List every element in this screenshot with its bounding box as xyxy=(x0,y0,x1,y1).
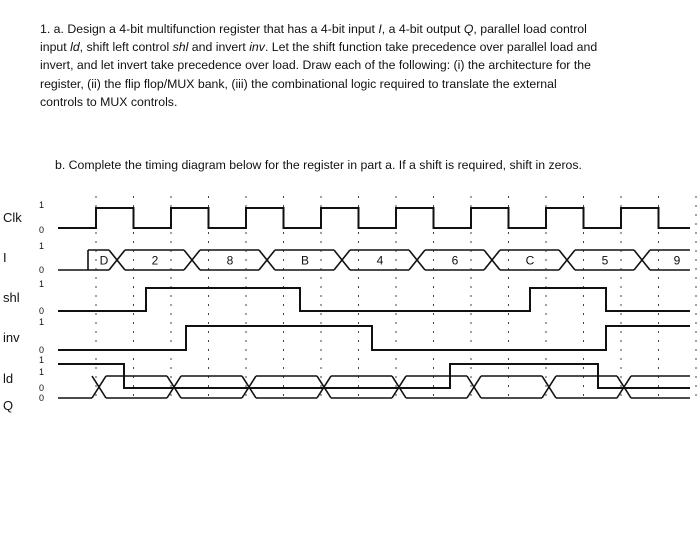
level-low-label: 0 xyxy=(39,383,45,393)
level-high-label: 1 xyxy=(39,200,45,210)
i-value-9: 9 xyxy=(673,253,681,268)
signal-label-shl: shl xyxy=(3,290,20,305)
signal-name: inv xyxy=(249,40,265,55)
level-high-label: 1 xyxy=(39,279,45,289)
i-value-C: C xyxy=(525,253,535,268)
i-value-6: 6 xyxy=(451,253,459,268)
clk-waveform xyxy=(58,208,690,228)
signal-label-ld: ld xyxy=(3,371,14,386)
signal-label-q: Q xyxy=(3,398,14,413)
i-value-B: B xyxy=(300,253,310,268)
level-low-label: 0 xyxy=(39,306,45,316)
level-high-label: 1 xyxy=(39,241,45,251)
shl-waveform xyxy=(58,288,690,311)
signal-label-clk: Clk xyxy=(3,210,22,225)
level-high-label: 1 xyxy=(39,317,45,327)
signal-name: shl xyxy=(172,40,189,55)
level-low-label: 0 xyxy=(39,225,45,235)
signal-name: ld xyxy=(70,40,80,55)
level-low-label: 0 xyxy=(39,265,45,275)
problem-a-line: 1. a. Design a 4-bit multifunction register that has a 4-bit input I, a 4-bit output Q, parallel load control xyxy=(40,22,587,36)
i-value-D: D xyxy=(99,253,109,268)
signal-label-inv: inv xyxy=(3,330,20,345)
i-value-5: 5 xyxy=(601,253,609,268)
i-value-2: 2 xyxy=(151,253,159,268)
signal-name: I xyxy=(378,22,382,36)
problem-a-line: input ld, shift left control shl and invert inv. Let the shift function take precedence over parallel load and xyxy=(40,40,598,55)
problem-a-line: invert, and let invert take precedence over load. Draw each of the following: (i) the architecture for the xyxy=(40,58,591,73)
problem-a-line: controls to MUX controls. xyxy=(40,94,178,109)
i-value-8: 8 xyxy=(226,253,234,268)
level-low-label: 0 xyxy=(39,393,45,403)
level-high-label: 1 xyxy=(39,355,45,365)
signal-label-i: I xyxy=(3,250,7,265)
i-value-4: 4 xyxy=(376,253,384,268)
problem-b: b. Complete the timing diagram below for the register in part a. If a shift is required, shift in zeros. xyxy=(55,158,582,172)
level-low-label: 0 xyxy=(39,345,45,355)
level-high-label: 1 xyxy=(39,367,45,377)
inv-waveform xyxy=(58,326,690,350)
problem-a-line: register, (ii) the flip flop/MUX bank, (iii) the combinational logic required to translate the external xyxy=(40,76,557,91)
signal-name: Q xyxy=(463,22,474,36)
